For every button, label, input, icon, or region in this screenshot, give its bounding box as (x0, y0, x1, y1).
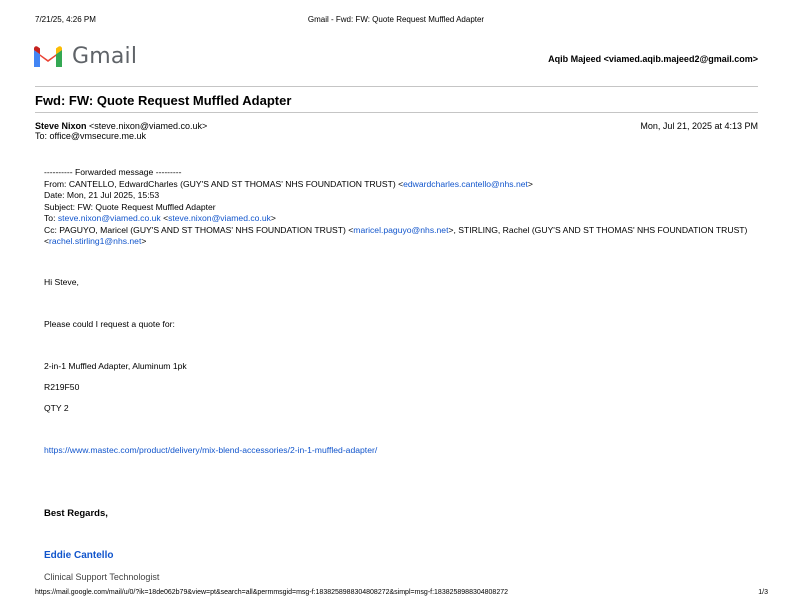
forward-from-suffix: > (527, 178, 533, 189)
forward-date: Date: Mon, 21 Jul 2025, 15:53 (44, 190, 160, 200)
request-text: Please could I request a quote for: (44, 319, 175, 329)
sender-email: <steve.nixon@viamed.co.uk> (89, 121, 208, 131)
footer-page: 1/3 (758, 589, 768, 596)
signature-title: Clinical Support Technologist (44, 572, 160, 582)
forward-to (44, 213, 749, 225)
forwarded-header (44, 167, 749, 248)
greeting: Hi Steve, (44, 277, 79, 287)
email-date: Mon, Jul 21, 2025 at 4:13 PM (640, 121, 758, 131)
forward-marker: ---------- Forwarded message --------- (44, 167, 182, 177)
forward-from-prefix: From: CANTELLO, EdwardCharles (GUY'S AND ST THOMAS' NHS FOUNDATION TRUST) < (44, 178, 404, 189)
email-sender (35, 121, 207, 131)
forward-cc-mid: >, STIRLING, Rachel (GUY'S AND ST THOMAS' NHS FOUNDATION TRUST) < (44, 224, 748, 246)
forward-from (44, 179, 749, 191)
print-datetime: 7/21/25, 4:26 PM (35, 15, 96, 24)
footer-url: https://mail.google.com/mail/u/0/?ik=18de062b79&view=pt&search=all&permmsgid=msg-f:1838258988304808272&simpl=msg-f:1838258988304808272 (35, 589, 509, 596)
divider (35, 86, 758, 87)
forward-cc-prefix: Cc: PAGUYO, Maricel (GUY'S AND ST THOMAS' NHS FOUNDATION TRUST) < (44, 224, 354, 235)
sender-name: Steve Nixon (35, 121, 87, 131)
product-code: R219F50 (44, 382, 80, 392)
gmail-logo[interactable] (32, 44, 137, 69)
regards: Best Regards, (44, 508, 108, 519)
forward-to-email[interactable]: steve.nixon@viamed.co.uk (57, 213, 161, 223)
account-label: Aqib Majeed <viamed.aqib.majeed2@gmail.com> (548, 54, 758, 64)
forward-cc (44, 225, 749, 248)
forward-cc-email2[interactable]: rachel.stirling1@nhs.net (49, 236, 142, 246)
email-to: To: office@vmsecure.me.uk (35, 131, 147, 141)
forward-to-mid: < (160, 213, 169, 223)
product-qty: QTY 2 (44, 403, 69, 413)
print-title: Gmail - Fwd: FW: Quote Request Muffled Adapter (307, 15, 485, 24)
forward-to-email-alt[interactable]: steve.nixon@viamed.co.uk (168, 213, 271, 223)
forward-from-email[interactable]: edwardcharles.cantello@nhs.net (403, 178, 528, 189)
forward-subject: Subject: FW: Quote Request Muffled Adapter (44, 201, 216, 212)
forward-cc-email1[interactable]: maricel.paguyo@nhs.net (353, 224, 449, 235)
forward-to-suffix: > (270, 213, 276, 223)
gmail-wordmark: Gmail (72, 44, 138, 69)
gmail-m-icon (32, 45, 64, 69)
email-subject: Fwd: FW: Quote Request Muffled Adapter (35, 93, 292, 108)
signature-name: Eddie Cantello (44, 550, 114, 561)
forward-to-prefix: To: (44, 213, 58, 223)
product-name: 2-in-1 Muffled Adapter, Aluminum 1pk (44, 361, 187, 371)
forward-cc-suffix: > (141, 236, 147, 246)
divider (35, 112, 758, 113)
product-link[interactable]: https://www.mastec.com/product/delivery/mix-blend-accessories/2-in-1-muffled-adapter/ (44, 445, 378, 455)
